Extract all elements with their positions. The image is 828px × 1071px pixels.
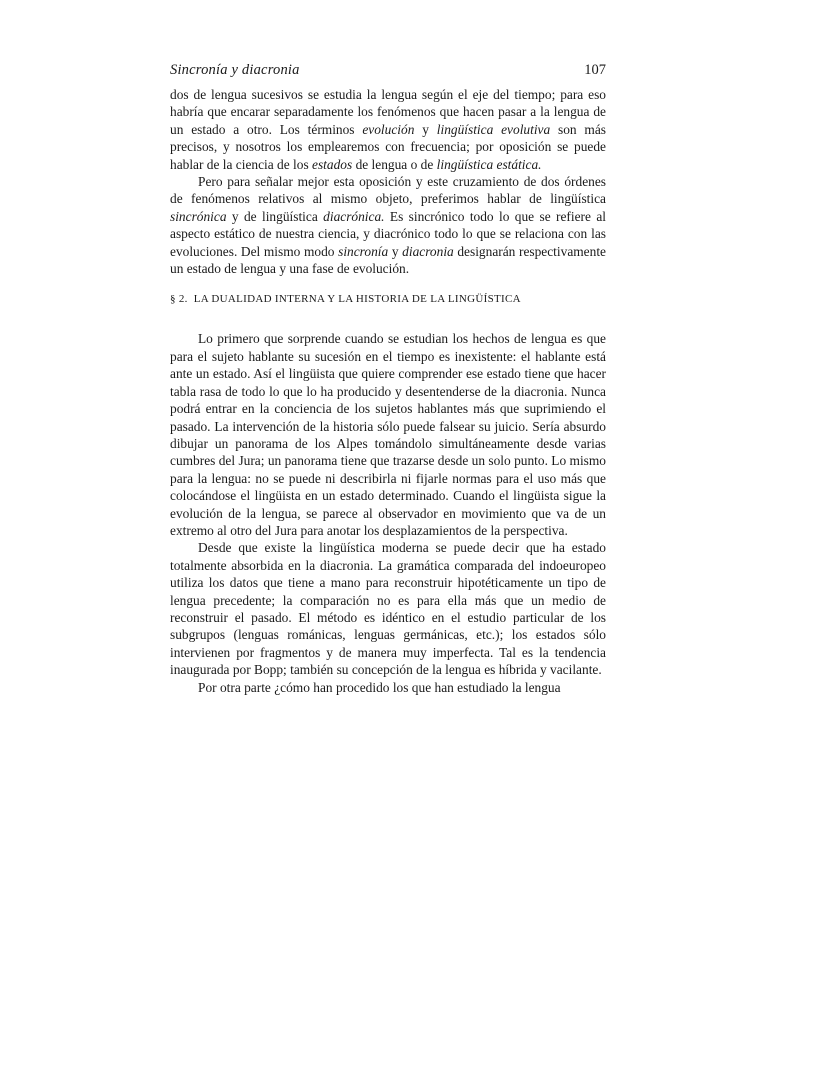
paragraph-2-text: designarán respectivamente un estado de lengua y una fase de evolución. xyxy=(170,243,606,277)
term-linguistica-evolutiva: lingüística evolutiva xyxy=(436,121,551,137)
term-diacronia: diacronia xyxy=(402,243,454,259)
running-title: Sincronía y diacronia xyxy=(170,62,300,78)
term-linguistica-estatica: lingüística estática. xyxy=(436,156,542,172)
paragraph-1-text: de lengua o de xyxy=(352,156,437,172)
paragraph-1-text: dos de lengua sucesivos se estudia la lengua según el eje del tiempo; para eso habría que encarar separadamente los fenómenos que hacen pasar a la lengua de un estado a otro. Los términos xyxy=(170,87,606,137)
paragraph-2-text: Es sincrónico todo lo que se refiere al aspecto estático de nuestra ciencia, y diacrónico todo lo que se relaciona con las evoluciones. Del mismo modo xyxy=(170,208,606,259)
term-sincronia: sincronía xyxy=(338,243,389,259)
paragraph-2-text: y xyxy=(388,243,403,259)
book-page xyxy=(170,56,606,696)
term-diacronica: diacrónica. xyxy=(323,208,385,224)
paragraph-1-text: son más precisos, y nosotros los emplearemos con frecuencia; por oposición se puede hablar de la ciencia de los xyxy=(170,121,607,172)
section-heading xyxy=(170,292,606,306)
paragraph-1 xyxy=(170,86,606,173)
term-estados: estados xyxy=(312,156,353,172)
paragraph-5: Por otra parte ¿cómo han procedido los que han estudiado la lengua xyxy=(198,679,561,695)
paragraph-2-text: Pero para señalar mejor esta oposición y este cruzamiento de dos órdenes de fenómenos relativos al mismo objeto, preferimos hablar de lingüística xyxy=(170,174,606,207)
paragraph-1-text: y xyxy=(414,121,437,137)
paragraph-4: Desde que existe la lingüística moderna se puede decir que ha estado totalmente absorbida en la diacronia. La gramática comparada del indoeuropeo utiliza los datos que tiene a mano para reconstruir hipotéticamente un tipo de lengua precedente; la comparación no es para ella más que un medio de reconstruir el pasado. El método es idéntico en el estudio particular de los subgrupos (lenguas románicas, lenguas germánicas, etc.); los estados sólo intervienen por fragmentos y de manera muy imperfecta. Tal es la tendencia inaugurada por Bopp; también su concepción de la lengua es híbrida y vacilante. xyxy=(170,540,606,678)
term-sincronica: sincrónica xyxy=(170,208,227,224)
paragraph-3: Lo primero que sorprende cuando se estudian los hechos de lengua es que para el sujeto hablante su sucesión en el tiempo es inexistente: el hablante está ante un estado. Así el lingüista que quiere comprender ese estado tiene que hacer tabla rasa de todo lo que lo ha producido y desentenderse de la diacronia. Nunca podrá entrar en la conciencia de los sujetos hablantes más que suprimiendo el pasado. La intervención de la historia sólo puede falsear su juicio. Sería absurdo dibujar un panorama de los Alpes tomándolo simultáneamente desde varias cumbres del Jura; un panorama tiene que trazarse desde un solo punto. Lo mismo para la lengua: no se puede ni describirla ni fijarle normas para el uso más que colocándose el lingüista en un estado determinado. Cuando el lingüista sigue la evolución de la lengua, se parece al observador en movimiento que va de un extremo al otro del Jura para anotar los desplazamientos de la perspectiva. xyxy=(170,331,606,538)
term-evolucion: evolución xyxy=(362,121,415,137)
paragraph-2 xyxy=(170,173,606,277)
running-head xyxy=(170,56,606,86)
section-title: LA DUALIDAD INTERNA Y LA HISTORIA DE LA LINGÜÍSTICA xyxy=(193,293,521,306)
section-number: § 2. xyxy=(170,293,188,306)
page-number: 107 xyxy=(584,62,606,78)
paragraph-2-text: y de lingüística xyxy=(226,208,324,224)
